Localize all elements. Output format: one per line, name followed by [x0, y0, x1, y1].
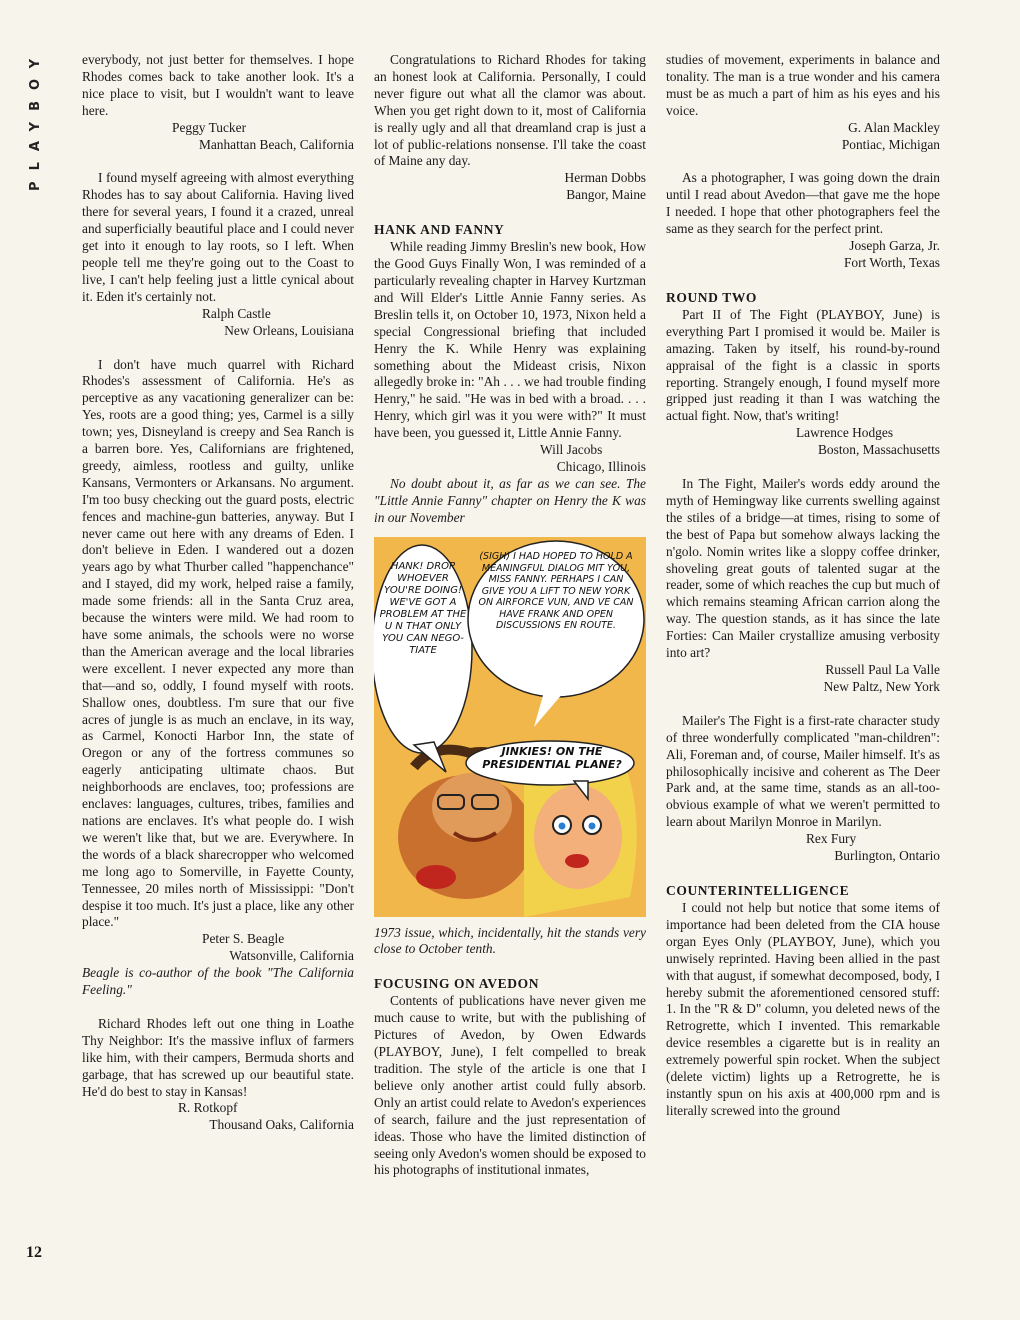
signature-place: Burlington, Ontario	[834, 848, 940, 864]
section-heading: HANK AND FANNY	[374, 222, 505, 238]
letter-signature	[82, 120, 354, 154]
signature-name: Lawrence Hodges	[796, 425, 894, 441]
section-heading: COUNTERINTELLIGENCE	[666, 882, 850, 898]
editor-note: No doubt about it, as far as we can see. The "Little Annie Fanny" chapter on Henry the K was in our November	[374, 475, 646, 525]
column-2	[374, 52, 646, 1179]
letter-text: I found myself agreeing with almost everything Rhodes has to say about California. Having lived there for several years, I found it a crazed, unreal and superficially beautiful place and I could never get into it enough to lay roots, so I left. When people tell me they're going out to the Coast to live, I can't help feeling just a little cynical about it. Eden it's certainly not.	[82, 170, 354, 304]
letter-text: Mailer's The Fight is a first-rate character study of three wonderfully complicated "man-children": Ali, Foreman and, of course, Mailer himself. It's as philosophically incisive and coherent as The Deer Park and, at the same time, stands as an all-too-obvious example of what we weren't permitted to learn about Marilyn Monroe in Marilyn.	[666, 712, 940, 830]
signature-place: Manhattan Beach, California	[198, 136, 354, 152]
page-number: 12	[26, 1244, 42, 1261]
letter-signature	[666, 831, 940, 865]
letter-signature	[666, 238, 940, 272]
letter-text: everybody, not just better for themselves. I hope Rhodes comes back to take another look. It's a nice place to visit, but I wouldn't want to leave here.	[82, 52, 354, 118]
speech-balloon-hank: HANK! DROP WHOEVER YOU'RE DOING! WE'VE GOT A PROBLEM AT THE U N THAT ONLY YOU CAN NEGO-TIATE	[379, 560, 467, 656]
letter-text: Contents of publications have never given me much cause to write, but with the publishing of Pictures of Avedon, by Owen Edwards (PLAYBOY, June), I felt compelled to break tradition. The style of the article is one that I believe only another artist could fully absorb. Only an artist could relate to Avedon's experiences of search, failure and the just representation of ideas. Those who have the limited distinction of seeing only Avedon's women should be exposed to his photographs of institutional inmates,	[374, 993, 646, 1178]
editor-note: Beagle is co-author of the book "The California Feeling."	[82, 965, 354, 998]
signature-place: Chicago, Illinois	[556, 458, 646, 474]
letter-signature	[82, 306, 354, 340]
section-heading: ROUND TWO	[666, 289, 758, 305]
signature-name: Joseph Garza, Jr.	[849, 238, 940, 254]
column-1	[82, 52, 354, 1134]
signature-place: New Orleans, Louisiana	[224, 322, 354, 338]
signature-place: Boston, Massachusetts	[818, 442, 940, 458]
cartoon-caption: 1973 issue, which, incidentally, hit the stands very close to October tenth.	[374, 924, 646, 957]
signature-name: Ralph Castle	[202, 305, 271, 321]
signature-place: New Paltz, New York	[823, 678, 940, 694]
signature-place: Pontiac, Michigan	[841, 136, 940, 152]
signature-name: R. Rotkopf	[178, 1100, 238, 1116]
letter-text: While reading Jimmy Breslin's new book, How the Good Guys Finally Won, I was reminded of a particularly revealing chapter in Harvey Kurtzman and Will Elder's Little Annie Fanny series. As Breslin tells it, on October 10, 1973, Nixon held a special Congressional briefing that included Henry the K. While Henry was explaining something about the Mideast crisis, Nixon allegedly broke in: "Ah . . . we had trouble finding Henry," he said. "He was in bed with a broad. . . . Henry, which girl was it you were with?" It must have been, you guessed it, Little Annie Fanny.	[374, 239, 646, 441]
cartoon-art	[374, 537, 646, 917]
letter-signature	[82, 1100, 354, 1134]
signature-place: Fort Worth, Texas	[843, 254, 940, 270]
signature-place: Bangor, Maine	[566, 187, 646, 203]
cartoon-illustration	[374, 537, 646, 917]
magazine-logo: PLAYBOY	[28, 48, 43, 191]
signature-name: Herman Dobbs	[564, 170, 646, 186]
column-3	[666, 52, 940, 1120]
speech-balloon-henry: (SIGH) I HAD HOPED TO HOLD A MEANINGFUL DIALOG MIT YOU, MISS FANNY. PERHAPS I CAN GIVE YOU A LIFT TO NEW YORK ON AIRFORCE VUN, AND VE CAN HAVE FRANK AND OPEN DISCUSSIONS EN ROUTE.	[478, 550, 634, 631]
letter-signature	[82, 931, 354, 965]
letter-signature	[374, 442, 646, 476]
signature-name: Peggy Tucker	[172, 119, 247, 135]
letter-text: In The Fight, Mailer's words eddy around the myth of Hemingway like currents swelling against the stiles of a bridge—at times, rising to some of the best of Papa but somehow always lacking the n'golo. Nomin writes like a sloppy coffee drinker, shoveling great gouts of talented sugar at the reader, some of which reaches the cup but much of which remains steaming African carrion along the way. The question stands, as it has since the late Forties: Can Mailer crystallize amusing verbosity into art?	[666, 476, 940, 661]
letter-signature	[666, 662, 940, 696]
signature-name: Rex Fury	[806, 831, 857, 847]
letter-text: As a photographer, I was going down the drain until I read about Avedon—that gave me the hope I needed. I hope that other photographers feel the same as they search for the perfect print.	[666, 170, 940, 237]
section-heading: FOCUSING ON AVEDON	[374, 976, 540, 992]
letter-signature	[666, 425, 940, 459]
speech-balloon-fanny: JINKIES! ON THE PRESIDENTIAL PLANE?	[482, 744, 622, 771]
letter-signature	[666, 120, 940, 154]
signature-name: Russell Paul La Valle	[825, 662, 940, 677]
signature-place: Watsonville, California	[229, 948, 354, 964]
letter-text: Richard Rhodes left out one thing in Loathe Thy Neighbor: It's the massive influx of farmers like him, with their campers, Bermuda shorts and garbage, that has screwed up our beautiful state. He'd do best to stay in Kansas!	[82, 1015, 354, 1099]
letter-text: Congratulations to Richard Rhodes for taking an honest look at California. Personally, I could never figure out what all the clamor was about. When you get right down to it, most of California is really ugly and all that dreamland crap is just a lot of public-relations nonsense. I'll take the coast of Maine any day.	[374, 52, 646, 169]
letter-text: studies of movement, experiments in balance and tonality. The man is a true wonder and his camera must be as much a part of him as his eyes and his voice.	[666, 52, 940, 118]
signature-name: Peter S. Beagle	[202, 931, 285, 947]
letter-text: I don't have much quarrel with Richard Rhodes's assessment of California. He's as perceptive as any vacationing generalizer can be: Yes, roots are a good thing; yes, Carmel is a silly town; yes, Disneyland is creepy and Sea Ranch is a barren bore. Yes, Californians are frightened, greedy, aimless, rootless and guilty, unlike Kansans, Vermonters or Arkansans. No argument. I'm too busy checking out the guard posts, electric fences and machine-gun batteries, anyway. But I never came out here with any dreams of Eden. I don't believe in Eden. I wandered out a dozen years ago by what Thurber called "happenchance" and I stayed, did my work, helped raise a family, made some friends: all in the Santa Cruz area, because the winters were mild. We had room to have some animals, the schools were no worse than the American average and the local libraries were excellent. I never expected any more than that—and so, oddly, I found myself with roots. Shallow ones, doubtless. I'm sure that our five acres of jungle is as much an enclave, in its way, as Carmel, Konocti Harbor Inn, the state of Oregon or any of the fortress communes so eagerly anticipating ultimate chaos. But neighborhoods are enclaves, too; professions are enclaves: languages, cultures, tribes, families and nations are enclaves. It's what people do. I wish we weren't like that, but we are. Everywhere. In the words of a black sharecropper who welcomed me long ago to Somerville, in Fayette County, Tennessee, 20 miles north of Mississippi: "Don't despise it too much. It's just a place, like any other place."	[82, 356, 354, 930]
signature-place: Thousand Oaks, California	[209, 1117, 354, 1133]
letter-text: I could not help but notice that some items of importance had been deleted from the CIA house organ Eyes Only (PLAYBOY, June), which you unwisely reprinted. Having been allied in the past with that august, if somewhat decomposed, body, I hereby submit the aforementioned censored stuff: 1. In the "R & D" column, you deleted news of the Retrogrette, which I invented. This remarkable device resembles a cigarette but is in reality an extremely powerful spin rocket. When the subject (delete victim) lights up a Retrogrette, he is instantly spun on his axis at 400,000 rpm and is literally screwed into the ground	[666, 899, 940, 1118]
letter-signature	[374, 170, 646, 204]
signature-name: Will Jacobs	[540, 442, 603, 458]
signature-name: G. Alan Mackley	[848, 119, 940, 135]
letter-text: Part II of The Fight (PLAYBOY, June) is everything Part I promised it would be. Mailer is amazing. Taken by itself, his round-by-round appraisal of the fight is a classic in sports reporting. Strangely enough, I found myself more gripped just reading it than I was watching the actual fight. Now, that's writing!	[666, 306, 940, 424]
